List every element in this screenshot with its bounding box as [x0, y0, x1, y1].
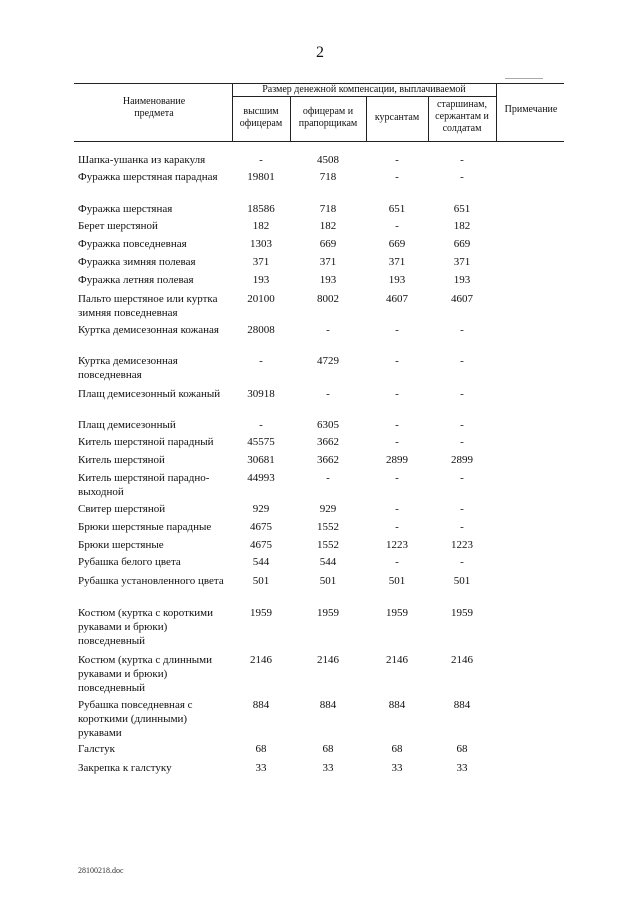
- header-divider-2: [290, 96, 291, 141]
- item-name: Фуражка летняя полевая: [78, 274, 194, 286]
- header-item-name: Наименование предмета: [122, 96, 186, 119]
- item-name: Галстук: [78, 743, 115, 755]
- value-cadets: -: [395, 324, 399, 336]
- value-sergeants-soldiers: 884: [453, 699, 471, 711]
- item-name: Фуражка повседневная: [78, 238, 187, 250]
- value-cadets: 651: [388, 203, 406, 215]
- value-cadets: 68: [391, 743, 403, 755]
- value-sergeants-soldiers: -: [460, 154, 464, 166]
- value-officers-warrant: 1552: [317, 521, 339, 533]
- value-cadets: 501: [388, 575, 406, 587]
- value-senior-officers: 193: [252, 274, 270, 286]
- value-senior-officers: -: [259, 355, 263, 367]
- value-sergeants-soldiers: -: [460, 388, 464, 400]
- value-cadets: 33: [391, 762, 403, 774]
- item-name: Костюм (куртка с короткими рукавами и брюки) повседневный: [78, 607, 214, 647]
- value-cadets: 1959: [386, 607, 408, 619]
- value-senior-officers: 20100: [247, 293, 275, 305]
- header-col-note: Примечание: [504, 104, 558, 115]
- value-sergeants-soldiers: 2146: [451, 654, 473, 666]
- value-sergeants-soldiers: -: [460, 355, 464, 367]
- value-officers-warrant: 1552: [317, 539, 339, 551]
- header-bottom-rule: [74, 141, 564, 142]
- value-officers-warrant: 6305: [317, 419, 339, 431]
- item-name: Брюки шерстяные парадные: [78, 521, 212, 533]
- item-name: Фуражка шерстяная парадная: [78, 171, 218, 183]
- value-officers-warrant: -: [326, 472, 330, 484]
- value-sergeants-soldiers: 1959: [451, 607, 473, 619]
- value-senior-officers: 44993: [247, 472, 275, 484]
- value-officers-warrant: 718: [319, 203, 337, 215]
- value-cadets: -: [395, 556, 399, 568]
- value-cadets: 193: [388, 274, 406, 286]
- value-cadets: -: [395, 503, 399, 515]
- value-officers-warrant: 8002: [317, 293, 339, 305]
- value-officers-warrant: 182: [319, 220, 337, 232]
- value-cadets: 669: [388, 238, 406, 250]
- value-officers-warrant: 33: [322, 762, 334, 774]
- header-col-sergeants-soldiers: старшинам, сержантам и солдатам: [435, 99, 489, 134]
- value-cadets: -: [395, 419, 399, 431]
- item-name: Плащ демисезонный: [78, 419, 176, 431]
- value-senior-officers: 19801: [247, 171, 275, 183]
- value-senior-officers: 182: [252, 220, 270, 232]
- value-senior-officers: 68: [255, 743, 267, 755]
- item-name: Костюм (куртка с длинными рукавами и брюки) повседневный: [78, 654, 212, 694]
- value-sergeants-soldiers: -: [460, 171, 464, 183]
- value-senior-officers: 501: [252, 575, 270, 587]
- item-name: Фуражка зимняя полевая: [78, 256, 196, 268]
- value-senior-officers: -: [259, 419, 263, 431]
- header-compensation-group: Размер денежной компенсации, выплачиваемой: [262, 84, 466, 95]
- value-sergeants-soldiers: -: [460, 436, 464, 448]
- value-senior-officers: 45575: [247, 436, 275, 448]
- value-senior-officers: 4675: [250, 539, 272, 551]
- value-sergeants-soldiers: -: [460, 324, 464, 336]
- value-officers-warrant: -: [326, 388, 330, 400]
- value-senior-officers: 929: [252, 503, 270, 515]
- value-senior-officers: 30918: [247, 388, 275, 400]
- item-name: Шапка-ушанка из каракуля: [78, 154, 206, 166]
- value-cadets: -: [395, 154, 399, 166]
- page-number: 2: [316, 44, 324, 61]
- value-officers-warrant: 193: [319, 274, 337, 286]
- item-name: Куртка демисезонная кожаная: [78, 324, 219, 336]
- value-officers-warrant: 3662: [317, 436, 339, 448]
- value-cadets: -: [395, 220, 399, 232]
- value-senior-officers: 1959: [250, 607, 272, 619]
- value-senior-officers: 4675: [250, 521, 272, 533]
- item-name: Китель шерстяной парадный: [78, 436, 214, 448]
- value-cadets: 1223: [386, 539, 408, 551]
- value-officers-warrant: 68: [322, 743, 334, 755]
- value-sergeants-soldiers: 2899: [451, 454, 473, 466]
- value-cadets: -: [395, 388, 399, 400]
- item-name: Китель шерстяной парадно-выходной: [78, 472, 210, 498]
- value-sergeants-soldiers: -: [460, 521, 464, 533]
- item-name: Рубашка белого цвета: [78, 556, 181, 568]
- item-name: Пальто шерстяное или куртка зимняя повседневная: [78, 293, 218, 319]
- value-cadets: 371: [388, 256, 406, 268]
- value-cadets: 884: [388, 699, 406, 711]
- value-sergeants-soldiers: 33: [456, 762, 468, 774]
- value-senior-officers: 371: [252, 256, 270, 268]
- item-name: Фуражка шерстяная: [78, 203, 173, 215]
- value-officers-warrant: 884: [319, 699, 337, 711]
- value-cadets: -: [395, 436, 399, 448]
- value-cadets: -: [395, 171, 399, 183]
- item-name: Куртка демисезонная повседневная: [78, 355, 178, 381]
- value-officers-warrant: 669: [319, 238, 337, 250]
- value-officers-warrant: 718: [319, 171, 337, 183]
- value-officers-warrant: 544: [319, 556, 337, 568]
- header-col-officers-warrant: офицерам и прапорщикам: [298, 106, 358, 129]
- value-cadets: 2899: [386, 454, 408, 466]
- item-name: Рубашка установленного цвета: [78, 575, 224, 587]
- value-officers-warrant: 4508: [317, 154, 339, 166]
- header-sub-rule: [232, 96, 496, 97]
- value-cadets: -: [395, 472, 399, 484]
- value-sergeants-soldiers: 4607: [451, 293, 473, 305]
- value-officers-warrant: 4729: [317, 355, 339, 367]
- value-senior-officers: 18586: [247, 203, 275, 215]
- value-cadets: -: [395, 355, 399, 367]
- header-divider-4: [428, 96, 429, 141]
- value-cadets: -: [395, 521, 399, 533]
- value-senior-officers: 30681: [247, 454, 275, 466]
- value-sergeants-soldiers: 182: [453, 220, 471, 232]
- item-name: Берет шерстяной: [78, 220, 158, 232]
- value-sergeants-soldiers: 193: [453, 274, 471, 286]
- value-senior-officers: 884: [252, 699, 270, 711]
- value-sergeants-soldiers: 651: [453, 203, 471, 215]
- value-senior-officers: -: [259, 154, 263, 166]
- item-name: Брюки шерстяные: [78, 539, 164, 551]
- value-senior-officers: 2146: [250, 654, 272, 666]
- value-sergeants-soldiers: -: [460, 556, 464, 568]
- value-officers-warrant: 2146: [317, 654, 339, 666]
- value-sergeants-soldiers: 1223: [451, 539, 473, 551]
- value-cadets: 2146: [386, 654, 408, 666]
- value-officers-warrant: 501: [319, 575, 337, 587]
- value-senior-officers: 28008: [247, 324, 275, 336]
- value-cadets: 4607: [386, 293, 408, 305]
- value-officers-warrant: 1959: [317, 607, 339, 619]
- value-officers-warrant: 929: [319, 503, 337, 515]
- value-officers-warrant: 371: [319, 256, 337, 268]
- value-senior-officers: 1303: [250, 238, 272, 250]
- value-sergeants-soldiers: -: [460, 503, 464, 515]
- item-name: Закрепка к галстуку: [78, 762, 172, 774]
- item-name: Свитер шерстяной: [78, 503, 166, 515]
- value-sergeants-soldiers: 68: [456, 743, 468, 755]
- value-sergeants-soldiers: 371: [453, 256, 471, 268]
- header-top-faint-rule: [505, 78, 543, 79]
- value-sergeants-soldiers: 669: [453, 238, 471, 250]
- header-col-cadets: курсантам: [374, 112, 420, 123]
- value-senior-officers: 33: [255, 762, 267, 774]
- value-sergeants-soldiers: -: [460, 472, 464, 484]
- footer-filename: 28100218.doc: [78, 866, 124, 875]
- value-senior-officers: 544: [252, 556, 270, 568]
- item-name: Китель шерстяной: [78, 454, 165, 466]
- value-sergeants-soldiers: 501: [453, 575, 471, 587]
- item-name: Рубашка повседневная с короткими (длинными) рукавами: [78, 699, 193, 739]
- value-sergeants-soldiers: -: [460, 419, 464, 431]
- value-officers-warrant: -: [326, 324, 330, 336]
- item-name: Плащ демисезонный кожаный: [78, 388, 221, 400]
- value-officers-warrant: 3662: [317, 454, 339, 466]
- header-col-senior-officers: высшим офицерам: [239, 106, 283, 129]
